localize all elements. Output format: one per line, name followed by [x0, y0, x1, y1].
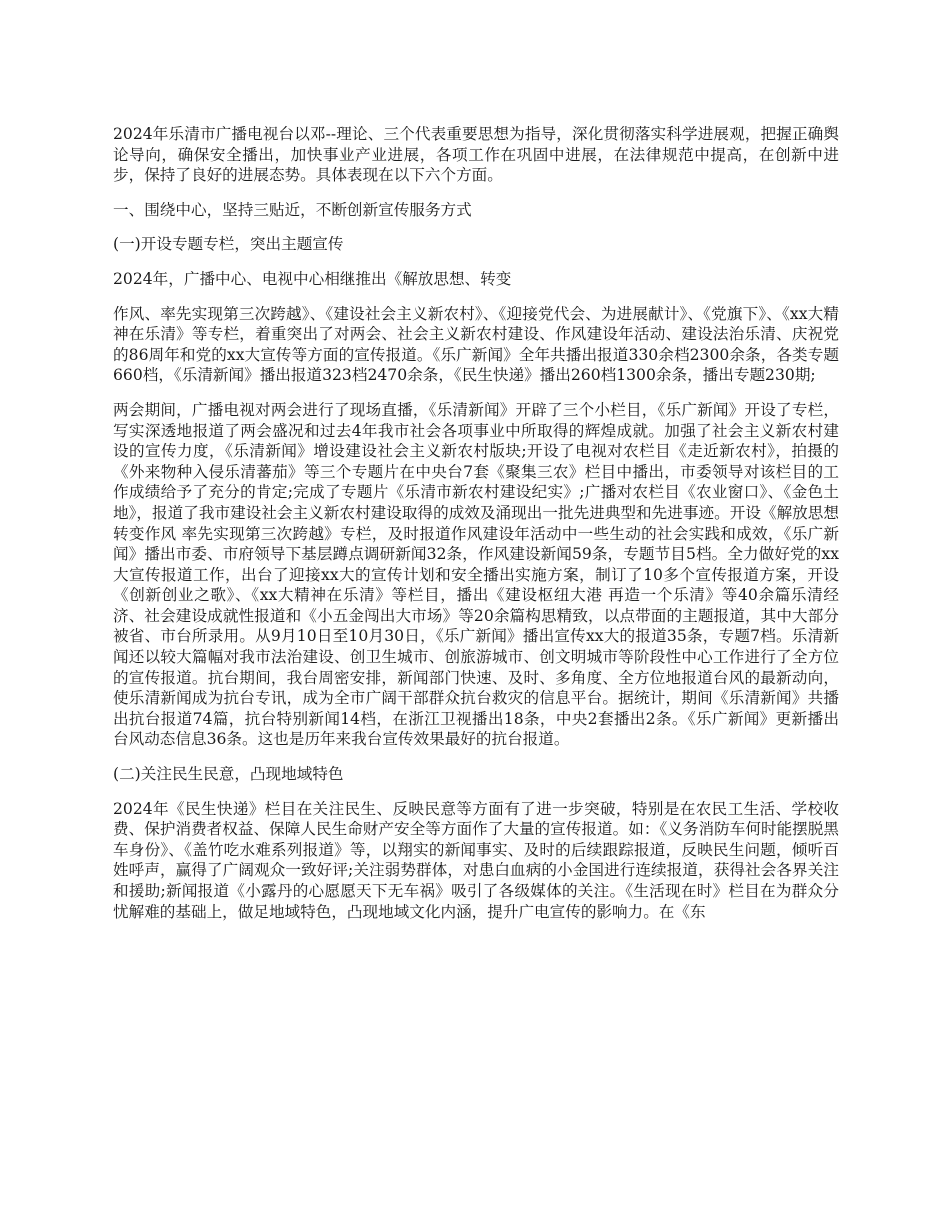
section-heading-1: 一、围绕中心，坚持三贴近，不断创新宣传服务方式: [113, 200, 472, 219]
body-paragraph-3: 两会期间，广播电视对两会进行了现场直播，《乐清新闻》开辟了三个小栏目，《乐广新闻》开设了专栏，写实深透地报道了两会盛况和过去4年我市社会各项事业中所取得的辉煌成就。加强了社会主义新农村建设的宣传力度，《乐清新闻》增设建设社会主义新农村版块;开设了电视对农栏目《走近新农村》，拍摄的《外来物种入侵乐清蕃茄》等三个专题片在中央台7套《聚集三农》栏目中播出，市委领导对该栏目的工作成绩给予了充分的肯定;完成了专题片《乐清市新农村建设纪实》;广播对农栏目《农业窗口》、《金色土地》，报道了我市建设社会主义新农村建设取得的成效及涌现出一批先进典型和先进事迹。开设《解放思想 转变作风 率先实现第三次跨越》专栏，及时报道作风建设年活动中一些生动的社会实践和成效，《乐广新闻》播出市委、市府领导下基层蹲点调研新闻32条，作风建设新闻59条，专题节目5档。全力做好党的xx大宣传报道工作，出台了迎接xx大的宣传计划和安全播出实施方案，制订了10多个宣传报道方案，开设《创新创业之歌》、《xx大精神在乐清》等栏目，播出《建设枢纽大港 再造一个乐清》等40余篇乐清经济、社会建设成就性报道和《小五金闯出大市场》等20余篇构思精致，以点带面的主题报道，其中大部分被省、市台所录用。从9月10日至10月30日，《乐广新闻》播出宣传xx大的报道35条，专题7档。乐清新闻还以较大篇幅对我市法治建设、创卫生城市、创旅游城市、创文明城市等阶段性中心工作进行了全方位的宣传报道。抗台期间，我台周密安排，新闻部门快速、及时、多角度、全方位地报道台风的最新动向，使乐清新闻成为抗台专讯，成为全市广阔干部群众抗台救灾的信息平台。据统计，期间《乐清新闻》共播出抗台报道74篇，抗台特别新闻14档，在浙江卫视播出18条，中央2套播出2条。《乐广新闻》更新播出台风动态信息36条。这也是历年来我台宣传效果最好的抗台报道。: [113, 400, 839, 749]
body-paragraph-2: 作风、率先实现第三次跨越》、《建设社会主义新农村》、《迎接党代会、为进展献计》、《党旗下》、《xx大精神在乐清》等专栏，着重突出了对两会、社会主义新农村建设、作风建设年活动、建设法治乐清、庆祝党的86周年和党的xx大宣传等方面的宣传报道。《乐广新闻》全年共播出报道330余档2300余条，各类专题660档，《乐清新闻》播出报道323档2470余条，《民生快递》播出260档1300余条，播出专题230期;: [113, 304, 839, 385]
intro-paragraph: 2024年乐清市广播电视台以邓--理论、三个代表重要思想为指导，深化贯彻落实科学进展观，把握正确舆论导向，确保安全播出，加快事业产业进展，各项工作在巩固中进展，在法律规范中提高，在创新中进步，保持了良好的进展态势。具体表现在以下六个方面。: [113, 125, 839, 185]
body-paragraph-1: 2024年，广播中心、电视中心相继推出《解放思想、转变: [113, 269, 512, 288]
subsection-heading-2: (二)关注民生民意，凸现地域特色: [113, 765, 344, 784]
subsection-heading-1: (一)开设专题专栏，突出主题宣传: [113, 235, 344, 254]
document-body: [113, 124, 839, 936]
body-paragraph-4: 2024年《民生快递》栏目在关注民生、反映民意等方面有了进一步突破，特别是在农民工生活、学校收费、保护消费者权益、保障人民生命财产安全等方面作了大量的宣传报道。如：《义务消防车何时能摆脱黑车身份》、《盖竹吃水难系列报道》等，以翔实的新闻事实、及时的后续跟踪报道，反映民生问题，倾听百姓呼声，赢得了广阔观众一致好评;关注弱势群体，对患白血病的小金国进行连续报道，获得社会各界关注和援助;新闻报道《小露丹的心愿愿天下无车祸》吸引了各级媒体的关注。《生活现在时》栏目在为群众分忧解难的基础上，做足地域特色，凸现地域文化内涵，提升广电宣传的影响力。在《东: [113, 799, 839, 921]
